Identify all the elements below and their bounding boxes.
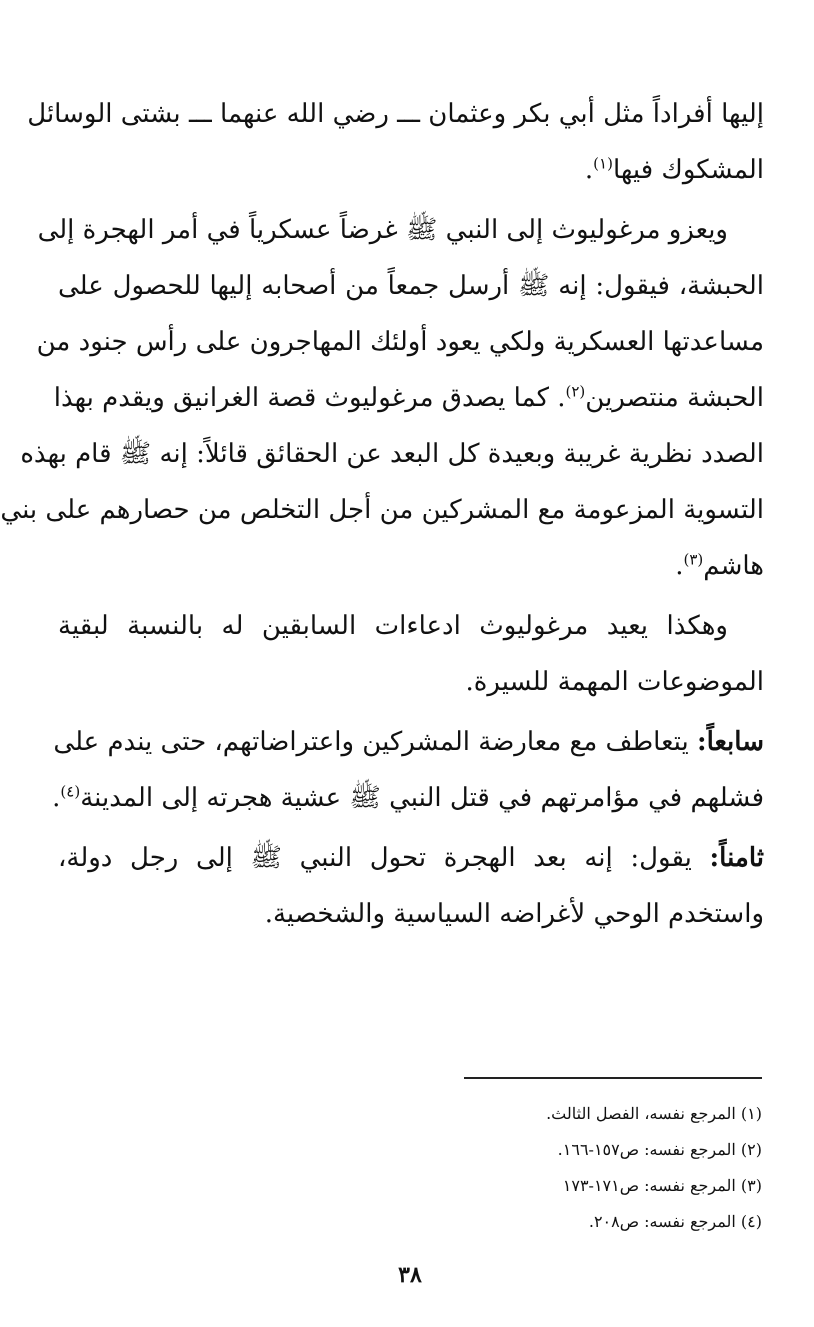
footnote-item: (٢) المرجع نفسه: ص١٥٧-١٦٦. <box>557 1140 762 1159</box>
page-body <box>0 86 764 942</box>
footnote-ref[interactable]: (٢) <box>565 382 586 401</box>
text-line: الحبشة، فيقول: إنه ﷺ أرسل جمعاً من أصحابه إليها للحصول على <box>58 271 764 301</box>
text-segment: . كما يصدق مرغوليوث قصة الغرانيق ويقدم بهذا <box>53 383 566 413</box>
item-label: ثامناً: <box>709 843 764 873</box>
text-segment: فشلهم في مؤامرتهم في قتل النبي ﷺ عشية هجرته إلى المدينة <box>80 783 764 813</box>
text-line <box>58 142 764 198</box>
text-line <box>53 370 764 426</box>
period: . <box>52 783 61 813</box>
text-line: مساعدتها العسكرية ولكي يعود أولئك المهاجرون على رأس جنود من <box>36 327 764 357</box>
text-segment: الحبشة منتصرين <box>585 383 764 413</box>
footnote-ref[interactable]: (٣) <box>683 550 704 569</box>
period: . <box>675 551 684 581</box>
text-line <box>58 538 764 594</box>
text-line: إليها أفراداً مثل أبي بكر وعثمان ـــ رضي الله عنهما ـــ بشتى الوسائل <box>27 99 764 129</box>
text-line: الصدد نظرية غريبة وبعيدة كل البعد عن الحقائق قائلاً: إنه ﷺ قام بهذه <box>20 439 764 469</box>
period: . <box>584 155 594 185</box>
text-line: واستخدم الوحي لأغراضه السياسية والشخصية. <box>264 899 764 929</box>
text-segment: يقول: إنه بعد الهجرة تحول النبي ﷺ إلى رجل دولة، <box>58 843 710 873</box>
footnote-ref[interactable]: (١) <box>593 154 613 173</box>
footnotes <box>262 1096 762 1240</box>
text-segment: المشكوك فيها <box>612 155 764 185</box>
text-line: ويعزو مرغوليوث إلى النبي ﷺ غرضاً عسكرياً في أمر الهجرة إلى <box>37 215 728 245</box>
page-number: ٣٨ <box>398 1262 422 1288</box>
text-line <box>52 770 764 826</box>
text-line: التسوية المزعومة مع المشركين من أجل التخلص من حصارهم على بني <box>0 495 764 525</box>
item-label: سابعاً: <box>696 727 764 757</box>
text-line <box>58 830 764 886</box>
footnote-divider <box>464 1077 762 1079</box>
footnote-item: (٣) المرجع نفسه: ص١٧١-١٧٣ <box>562 1176 762 1195</box>
text-line: الموضوعات المهمة للسيرة. <box>465 667 764 697</box>
text-line: وهكذا يعيد مرغوليوث ادعاءات السابقين له بالنسبة لبقية <box>58 611 728 641</box>
footnote-item: (١) المرجع نفسه، الفصل الثالث. <box>546 1104 762 1123</box>
text-segment: يتعاطف مع معارضة المشركين واعتراضاتهم، حتى يندم على <box>53 727 697 757</box>
footnote-ref[interactable]: (٤) <box>60 782 81 801</box>
footnote-item: (٤) المرجع نفسه: ص٢٠٨. <box>588 1212 762 1231</box>
text-segment: هاشم <box>703 551 764 581</box>
text-line <box>53 714 764 770</box>
